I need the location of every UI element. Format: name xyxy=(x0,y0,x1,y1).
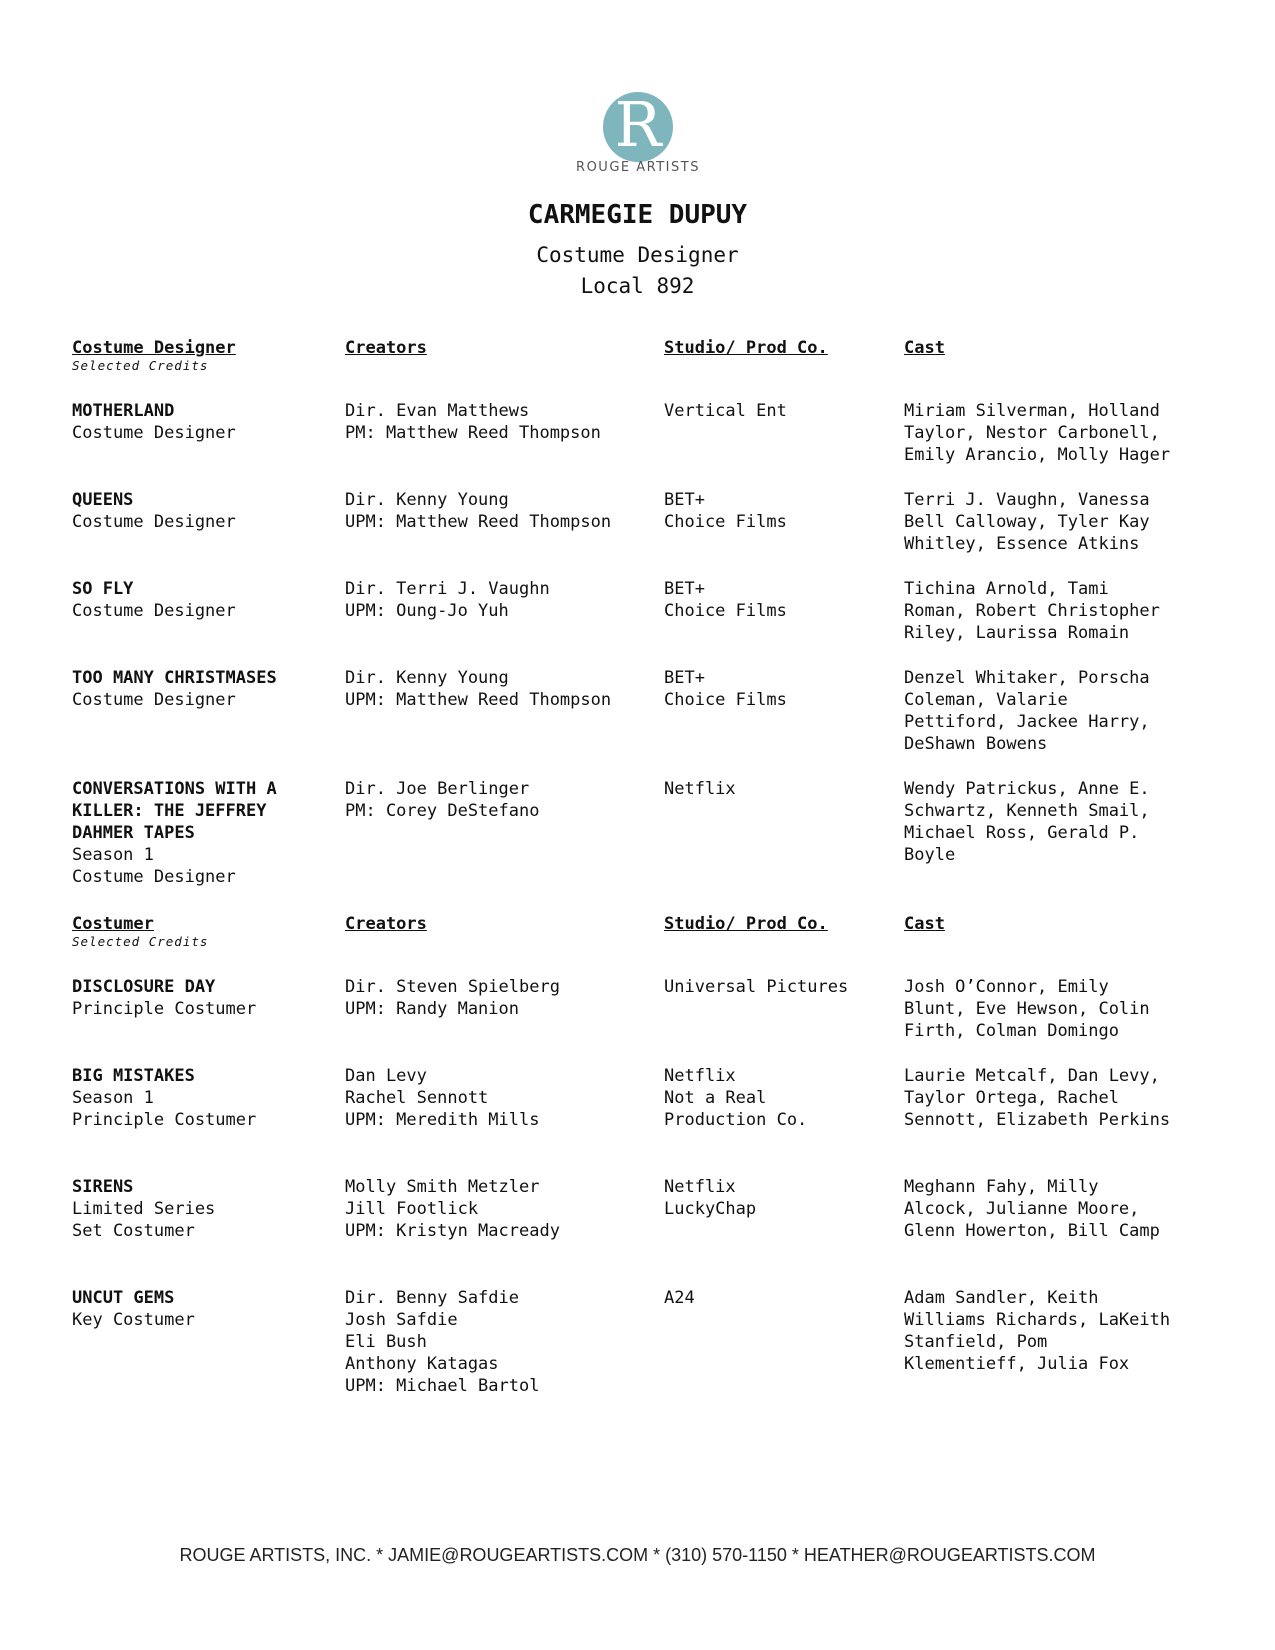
credit-title: KILLER: THE JEFFREY xyxy=(72,801,267,821)
section-heading: Costume Designer xyxy=(72,338,236,358)
credit-title: DAHMER TAPES xyxy=(72,823,195,843)
cast-line: Denzel Whitaker, Porscha xyxy=(904,668,1150,688)
studio-line: BET+ xyxy=(664,668,705,688)
credit-title: MOTHERLAND xyxy=(72,401,175,421)
creator-line: UPM: Matthew Reed Thompson xyxy=(345,690,612,710)
studio-line: Choice Films xyxy=(664,601,787,621)
creator-line: Jill Footlick xyxy=(345,1199,479,1219)
cast-line: Blunt, Eve Hewson, Colin xyxy=(904,999,1150,1019)
credit-title: QUEENS xyxy=(72,490,134,510)
credit-cast xyxy=(904,489,1150,555)
credit-cast xyxy=(904,976,1150,1042)
studio-line: LuckyChap xyxy=(664,1199,757,1219)
cast-line: Schwartz, Kenneth Smail, xyxy=(904,801,1150,821)
creator-line: Dir. Evan Matthews xyxy=(345,401,530,421)
credit-role: Principle Costumer xyxy=(72,1110,257,1130)
credit-role: Costume Designer xyxy=(72,512,236,532)
cast-line: Laurie Metcalf, Dan Levy, xyxy=(904,1066,1160,1086)
credit-title-block xyxy=(72,667,277,711)
credit-role: Key Costumer xyxy=(72,1310,195,1330)
credit-title: CONVERSATIONS WITH A xyxy=(72,779,277,799)
studio-line: Choice Films xyxy=(664,512,787,532)
credit-title-block xyxy=(72,976,256,1020)
credit-title: UNCUT GEMS xyxy=(72,1288,175,1308)
creator-line: Dir. Joe Berlinger xyxy=(345,779,530,799)
cast-line: Adam Sandler, Keith xyxy=(904,1288,1099,1308)
credit-title: SO FLY xyxy=(72,579,134,599)
creator-line: UPM: Randy Manion xyxy=(345,999,519,1019)
credit-title-block xyxy=(72,778,277,888)
person-name: CARMEGIE DUPUY xyxy=(527,200,748,230)
credit-role: Set Costumer xyxy=(72,1221,195,1241)
credit-title-block xyxy=(72,1065,256,1131)
credit-studio xyxy=(664,578,787,622)
cast-line: Alcock, Julianne Moore, xyxy=(904,1199,1140,1219)
studio-line: Netflix xyxy=(664,1177,736,1197)
credit-creators xyxy=(345,667,611,711)
credit-studio xyxy=(664,667,787,711)
cast-line: Firth, Colman Domingo xyxy=(904,1021,1119,1041)
section-subheading: Selected Credits xyxy=(72,358,209,373)
footer-contact: ROUGE ARTISTS, INC. * JAMIE@ROUGEARTISTS.COM * (310) 570-1150 * HEATHER@ROUGEARTISTS.COM xyxy=(179,1545,1096,1565)
credit-role: Costume Designer xyxy=(72,601,236,621)
studio-line: BET+ xyxy=(664,579,705,599)
creator-line: UPM: Meredith Mills xyxy=(345,1110,540,1130)
credit-creators xyxy=(345,400,601,444)
creator-line: UPM: Oung-Jo Yuh xyxy=(345,601,509,621)
cast-line: Josh O’Connor, Emily xyxy=(904,977,1109,997)
credit-creators xyxy=(345,1287,539,1397)
studio-line: Netflix xyxy=(664,779,736,799)
credit-title-block xyxy=(72,578,236,622)
creator-line: UPM: Kristyn Macready xyxy=(345,1221,560,1241)
credit-title: SIRENS xyxy=(72,1177,134,1197)
credit-studio xyxy=(664,1287,695,1309)
creator-line: Dir. Terri J. Vaughn xyxy=(345,579,550,599)
creator-line: Eli Bush xyxy=(345,1332,427,1352)
logo-letter: R xyxy=(614,88,662,161)
creator-line: Anthony Katagas xyxy=(345,1354,499,1374)
cast-line: Wendy Patrickus, Anne E. xyxy=(904,779,1150,799)
credit-role: Principle Costumer xyxy=(72,999,257,1019)
studio-line: Vertical Ent xyxy=(664,401,787,421)
cast-line: Riley, Laurissa Romain xyxy=(904,623,1130,643)
column-header-studio: Studio/ Prod Co. xyxy=(664,338,828,358)
agency-logo xyxy=(603,88,673,162)
cast-line: Bell Calloway, Tyler Kay xyxy=(904,512,1150,532)
studio-line: Netflix xyxy=(664,1066,736,1086)
cast-line: Roman, Robert Christopher xyxy=(904,601,1160,621)
cast-line: DeShawn Bowens xyxy=(904,734,1048,754)
studio-line: Production Co. xyxy=(664,1110,808,1130)
credit-title-block xyxy=(72,489,236,533)
column-header-cast: Cast xyxy=(904,914,945,934)
cast-line: Pettiford, Jackee Harry, xyxy=(904,712,1150,732)
credit-studio xyxy=(664,976,848,998)
credit-creators xyxy=(345,1176,560,1242)
creator-line: Molly Smith Metzler xyxy=(345,1177,540,1197)
credit-cast xyxy=(904,1065,1170,1131)
creator-line: UPM: Matthew Reed Thompson xyxy=(345,512,612,532)
creator-line: UPM: Michael Bartol xyxy=(345,1376,540,1396)
creator-line: Josh Safdie xyxy=(345,1310,458,1330)
cast-line: Michael Ross, Gerald P. xyxy=(904,823,1140,843)
cast-line: Meghann Fahy, Milly xyxy=(904,1177,1099,1197)
credit-title: TOO MANY CHRISTMASES xyxy=(72,668,277,688)
credit-role: Costume Designer xyxy=(72,867,236,887)
cast-line: Terri J. Vaughn, Vanessa xyxy=(904,490,1150,510)
credit-role: Costume Designer xyxy=(72,423,236,443)
credit-cast xyxy=(904,667,1150,755)
cast-line: Klementieff, Julia Fox xyxy=(904,1354,1130,1374)
person-title: Costume Designer xyxy=(536,243,739,267)
creator-line: PM: Matthew Reed Thompson xyxy=(345,423,601,443)
creator-line: Dir. Kenny Young xyxy=(345,490,509,510)
credit-title: DISCLOSURE DAY xyxy=(72,977,216,997)
cast-line: Taylor Ortega, Rachel xyxy=(904,1088,1119,1108)
cast-line: Coleman, Valarie xyxy=(904,690,1068,710)
cast-line: Glenn Howerton, Bill Camp xyxy=(904,1221,1160,1241)
creator-line: Dir. Steven Spielberg xyxy=(345,977,560,997)
credit-title-block xyxy=(72,400,236,444)
credit-creators xyxy=(345,778,539,822)
creator-line: Dir. Benny Safdie xyxy=(345,1288,519,1308)
section-subheading: Selected Credits xyxy=(72,934,209,949)
creator-line: Dir. Kenny Young xyxy=(345,668,509,688)
column-header-creators: Creators xyxy=(345,914,427,934)
column-header-cast: Cast xyxy=(904,338,945,358)
person-local: Local 892 xyxy=(580,274,695,298)
cast-line: Sennott, Elizabeth Perkins xyxy=(904,1110,1171,1130)
creator-line: Rachel Sennott xyxy=(345,1088,489,1108)
cast-line: Miriam Silverman, Holland xyxy=(904,401,1160,421)
credit-role: Limited Series xyxy=(72,1199,216,1219)
credit-cast xyxy=(904,400,1170,466)
cast-line: Williams Richards, LaKeith xyxy=(904,1310,1171,1330)
credit-studio xyxy=(664,489,787,533)
cast-line: Tichina Arnold, Tami xyxy=(904,579,1109,599)
credit-creators xyxy=(345,1065,539,1131)
studio-line: Choice Films xyxy=(664,690,787,710)
creator-line: PM: Corey DeStefano xyxy=(345,801,540,821)
creator-line: Dan Levy xyxy=(345,1066,427,1086)
cast-line: Taylor, Nestor Carbonell, xyxy=(904,423,1160,443)
column-header-studio: Studio/ Prod Co. xyxy=(664,914,828,934)
studio-line: Not a Real xyxy=(664,1088,767,1108)
credit-title: BIG MISTAKES xyxy=(72,1066,195,1086)
cast-line: Whitley, Essence Atkins xyxy=(904,534,1140,554)
credit-studio xyxy=(664,1176,756,1220)
credit-creators xyxy=(345,578,550,622)
section-heading: Costumer xyxy=(72,914,154,934)
credit-cast xyxy=(904,778,1150,866)
credit-creators xyxy=(345,976,560,1020)
credit-title-block xyxy=(72,1287,195,1331)
credit-creators xyxy=(345,489,611,533)
studio-line: BET+ xyxy=(664,490,705,510)
studio-line: A24 xyxy=(664,1288,695,1308)
credit-role: Season 1 xyxy=(72,1088,154,1108)
credit-studio xyxy=(664,778,736,800)
studio-line: Universal Pictures xyxy=(664,977,849,997)
credit-cast xyxy=(904,578,1160,644)
cast-line: Emily Arancio, Molly Hager xyxy=(904,445,1171,465)
credit-cast xyxy=(904,1176,1160,1242)
credit-studio xyxy=(664,400,787,422)
column-header-creators: Creators xyxy=(345,338,427,358)
logo-text: ROUGE ARTISTS xyxy=(576,160,700,175)
credit-cast xyxy=(904,1287,1170,1375)
credit-title-block xyxy=(72,1176,215,1242)
credit-role: Costume Designer xyxy=(72,690,236,710)
cast-line: Boyle xyxy=(904,845,956,865)
credit-studio xyxy=(664,1065,807,1131)
person-title-block xyxy=(0,240,1275,302)
credit-role: Season 1 xyxy=(72,845,154,865)
cast-line: Stanfield, Pom xyxy=(904,1332,1048,1352)
